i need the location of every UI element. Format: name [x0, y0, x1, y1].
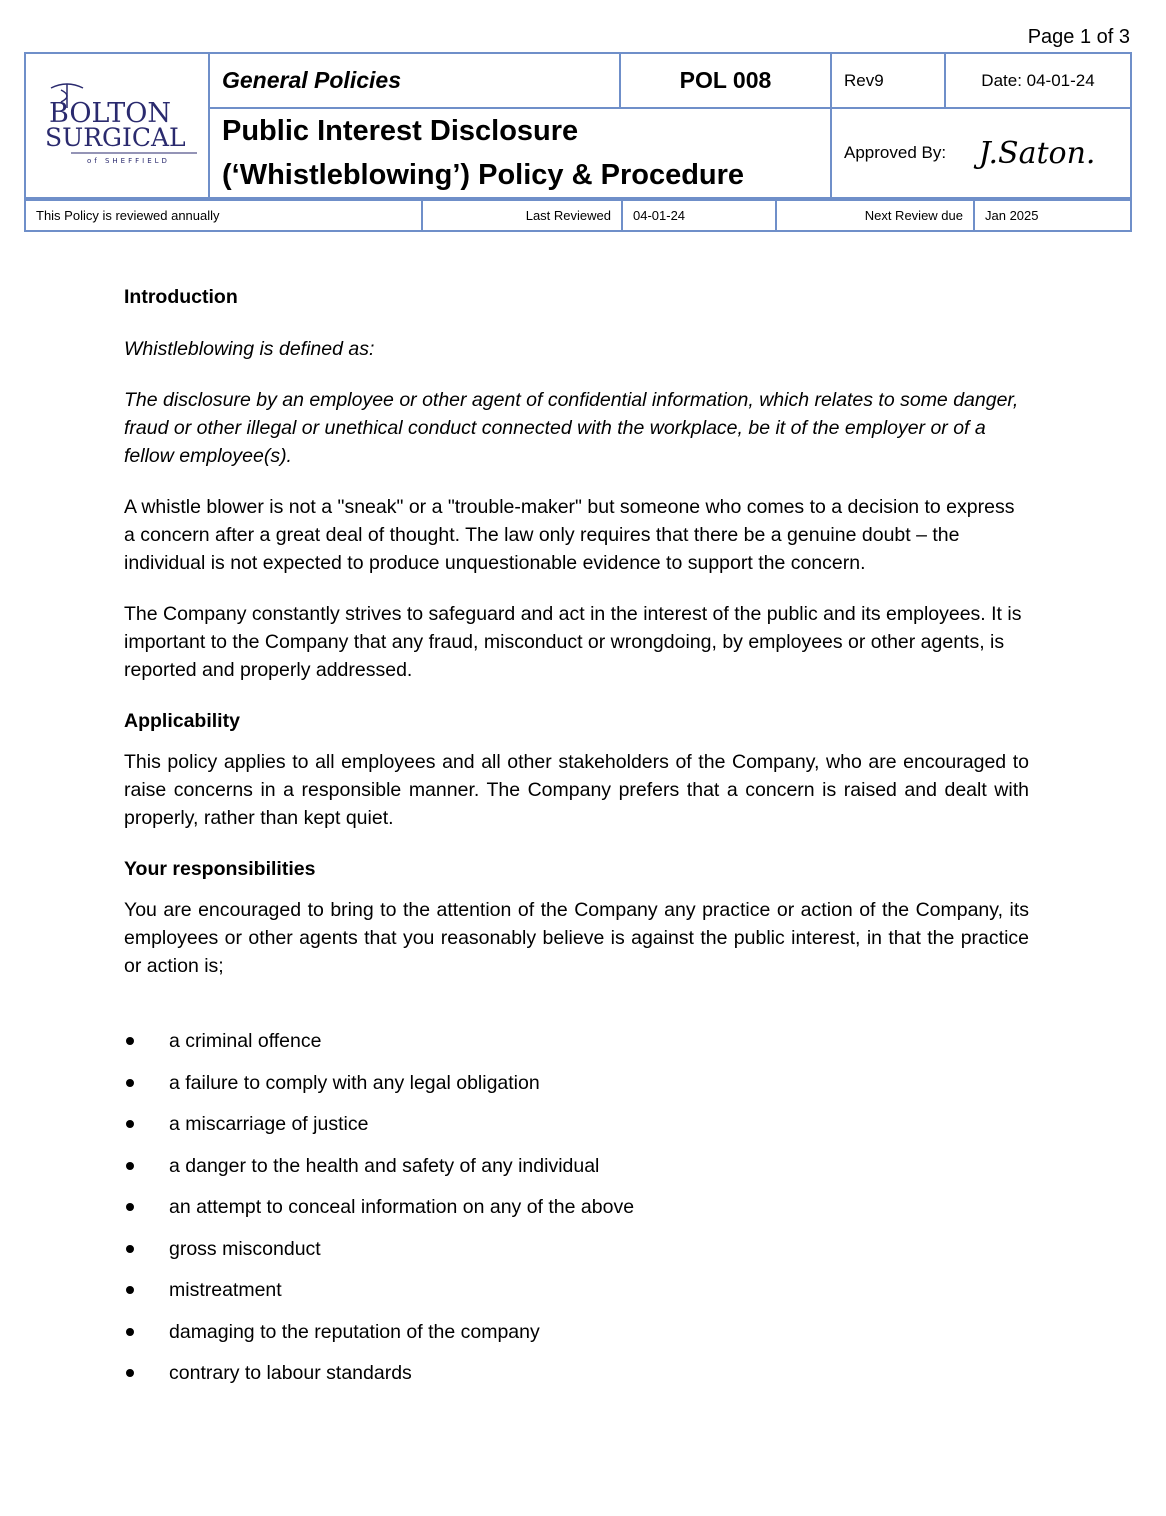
list-item: an attempt to conceal information on any of the above — [124, 1193, 1029, 1221]
last-reviewed-label: Last Reviewed — [422, 200, 622, 231]
whistleblowing-defined-as: Whistleblowing is defined as: — [124, 338, 375, 360]
policy-header-table — [24, 52, 1132, 199]
applicability-text: This policy applies to all employees and all other stakeholders of the Company, who are encouraged to raise concerns in a responsible manner. The Company prefers that a concern is raised and dealt with properly, rather than kept quiet. — [124, 751, 1029, 829]
company-logo — [25, 53, 209, 198]
whistleblowing-definition: The disclosure by an employee or other agent of confidential information, which relates to some danger, fraud or other illegal or unethical conduct connected with the workplace, be it of the employer or of a fellow employee(s). — [124, 389, 1019, 467]
company-commitment-paragraph: The Company constantly strives to safeguard and act in the interest of the public and its employees. It is important to the Company that any fraud, misconduct or wrongdoing, by employees or other agents, is reported and properly addressed. — [124, 603, 1022, 681]
bullet-icon — [126, 1328, 134, 1336]
list-item: gross misconduct — [124, 1235, 1029, 1263]
bullet-icon — [126, 1162, 134, 1170]
policy-revision: Rev9 — [831, 53, 945, 108]
responsibilities-text: You are encouraged to bring to the attention of the Company any practice or action of the Company, its employees or other agents that you reasonably believe is against the public interest, in that the practice or action is; — [124, 899, 1029, 977]
approved-by-label: Approved By: — [844, 142, 947, 162]
policy-body — [124, 283, 1029, 1401]
list-item: a criminal offence — [124, 1027, 1029, 1055]
public-interest-list — [124, 1027, 1029, 1387]
bullet-icon — [126, 1203, 134, 1211]
next-review-label: Next Review due — [776, 200, 974, 231]
bullet-icon — [126, 1120, 134, 1128]
policy-title — [209, 108, 831, 198]
introduction-heading: Introduction — [124, 286, 238, 308]
approval-cell — [831, 108, 1131, 198]
logo-line1: BOLTON — [49, 98, 171, 129]
policy-date: Date: 04-01-24 — [945, 53, 1131, 108]
responsibilities-heading: Your responsibilities — [124, 858, 316, 880]
list-item: a failure to comply with any legal obligation — [124, 1069, 1029, 1097]
policy-category: General Policies — [209, 53, 620, 108]
list-item: contrary to labour standards — [124, 1359, 1029, 1387]
page-number: Page 1 of 3 — [1027, 26, 1130, 48]
bullet-icon — [126, 1245, 134, 1253]
review-info-table — [24, 199, 1132, 232]
list-item: a danger to the health and safety of any individual — [124, 1152, 1029, 1180]
applicability-heading: Applicability — [124, 710, 240, 732]
review-frequency-note: This Policy is reviewed annually — [25, 200, 422, 231]
last-reviewed-value: 04-01-24 — [622, 200, 776, 231]
list-item: mistreatment — [124, 1276, 1029, 1304]
list-item: a miscarriage of justice — [124, 1110, 1029, 1138]
bullet-icon — [126, 1037, 134, 1045]
whistleblower-paragraph: A whistle blower is not a "sneak" or a "trouble-maker" but someone who comes to a decision to express a concern after a great deal of thought. The law only requires that there be a genuine doubt – the individual is not expected to produce unquestionable evidence to support the concern. — [124, 496, 1015, 574]
policy-title-line2: (‘Whistleblowing’) Policy & Procedure — [222, 159, 745, 191]
logo-line2: SURGICAL — [45, 123, 186, 152]
logo-line3: of SHEFFIELD — [87, 157, 170, 165]
approver-signature: J.Saton. — [978, 135, 1096, 171]
policy-title-line1: Public Interest Disclosure — [222, 115, 579, 147]
list-item: damaging to the reputation of the company — [124, 1318, 1029, 1346]
bullet-icon — [126, 1369, 134, 1377]
bolton-surgical-logo — [37, 78, 197, 168]
next-review-value: Jan 2025 — [974, 200, 1131, 231]
bullet-icon — [126, 1079, 134, 1087]
bullet-icon — [126, 1286, 134, 1294]
policy-code: POL 008 — [620, 53, 831, 108]
